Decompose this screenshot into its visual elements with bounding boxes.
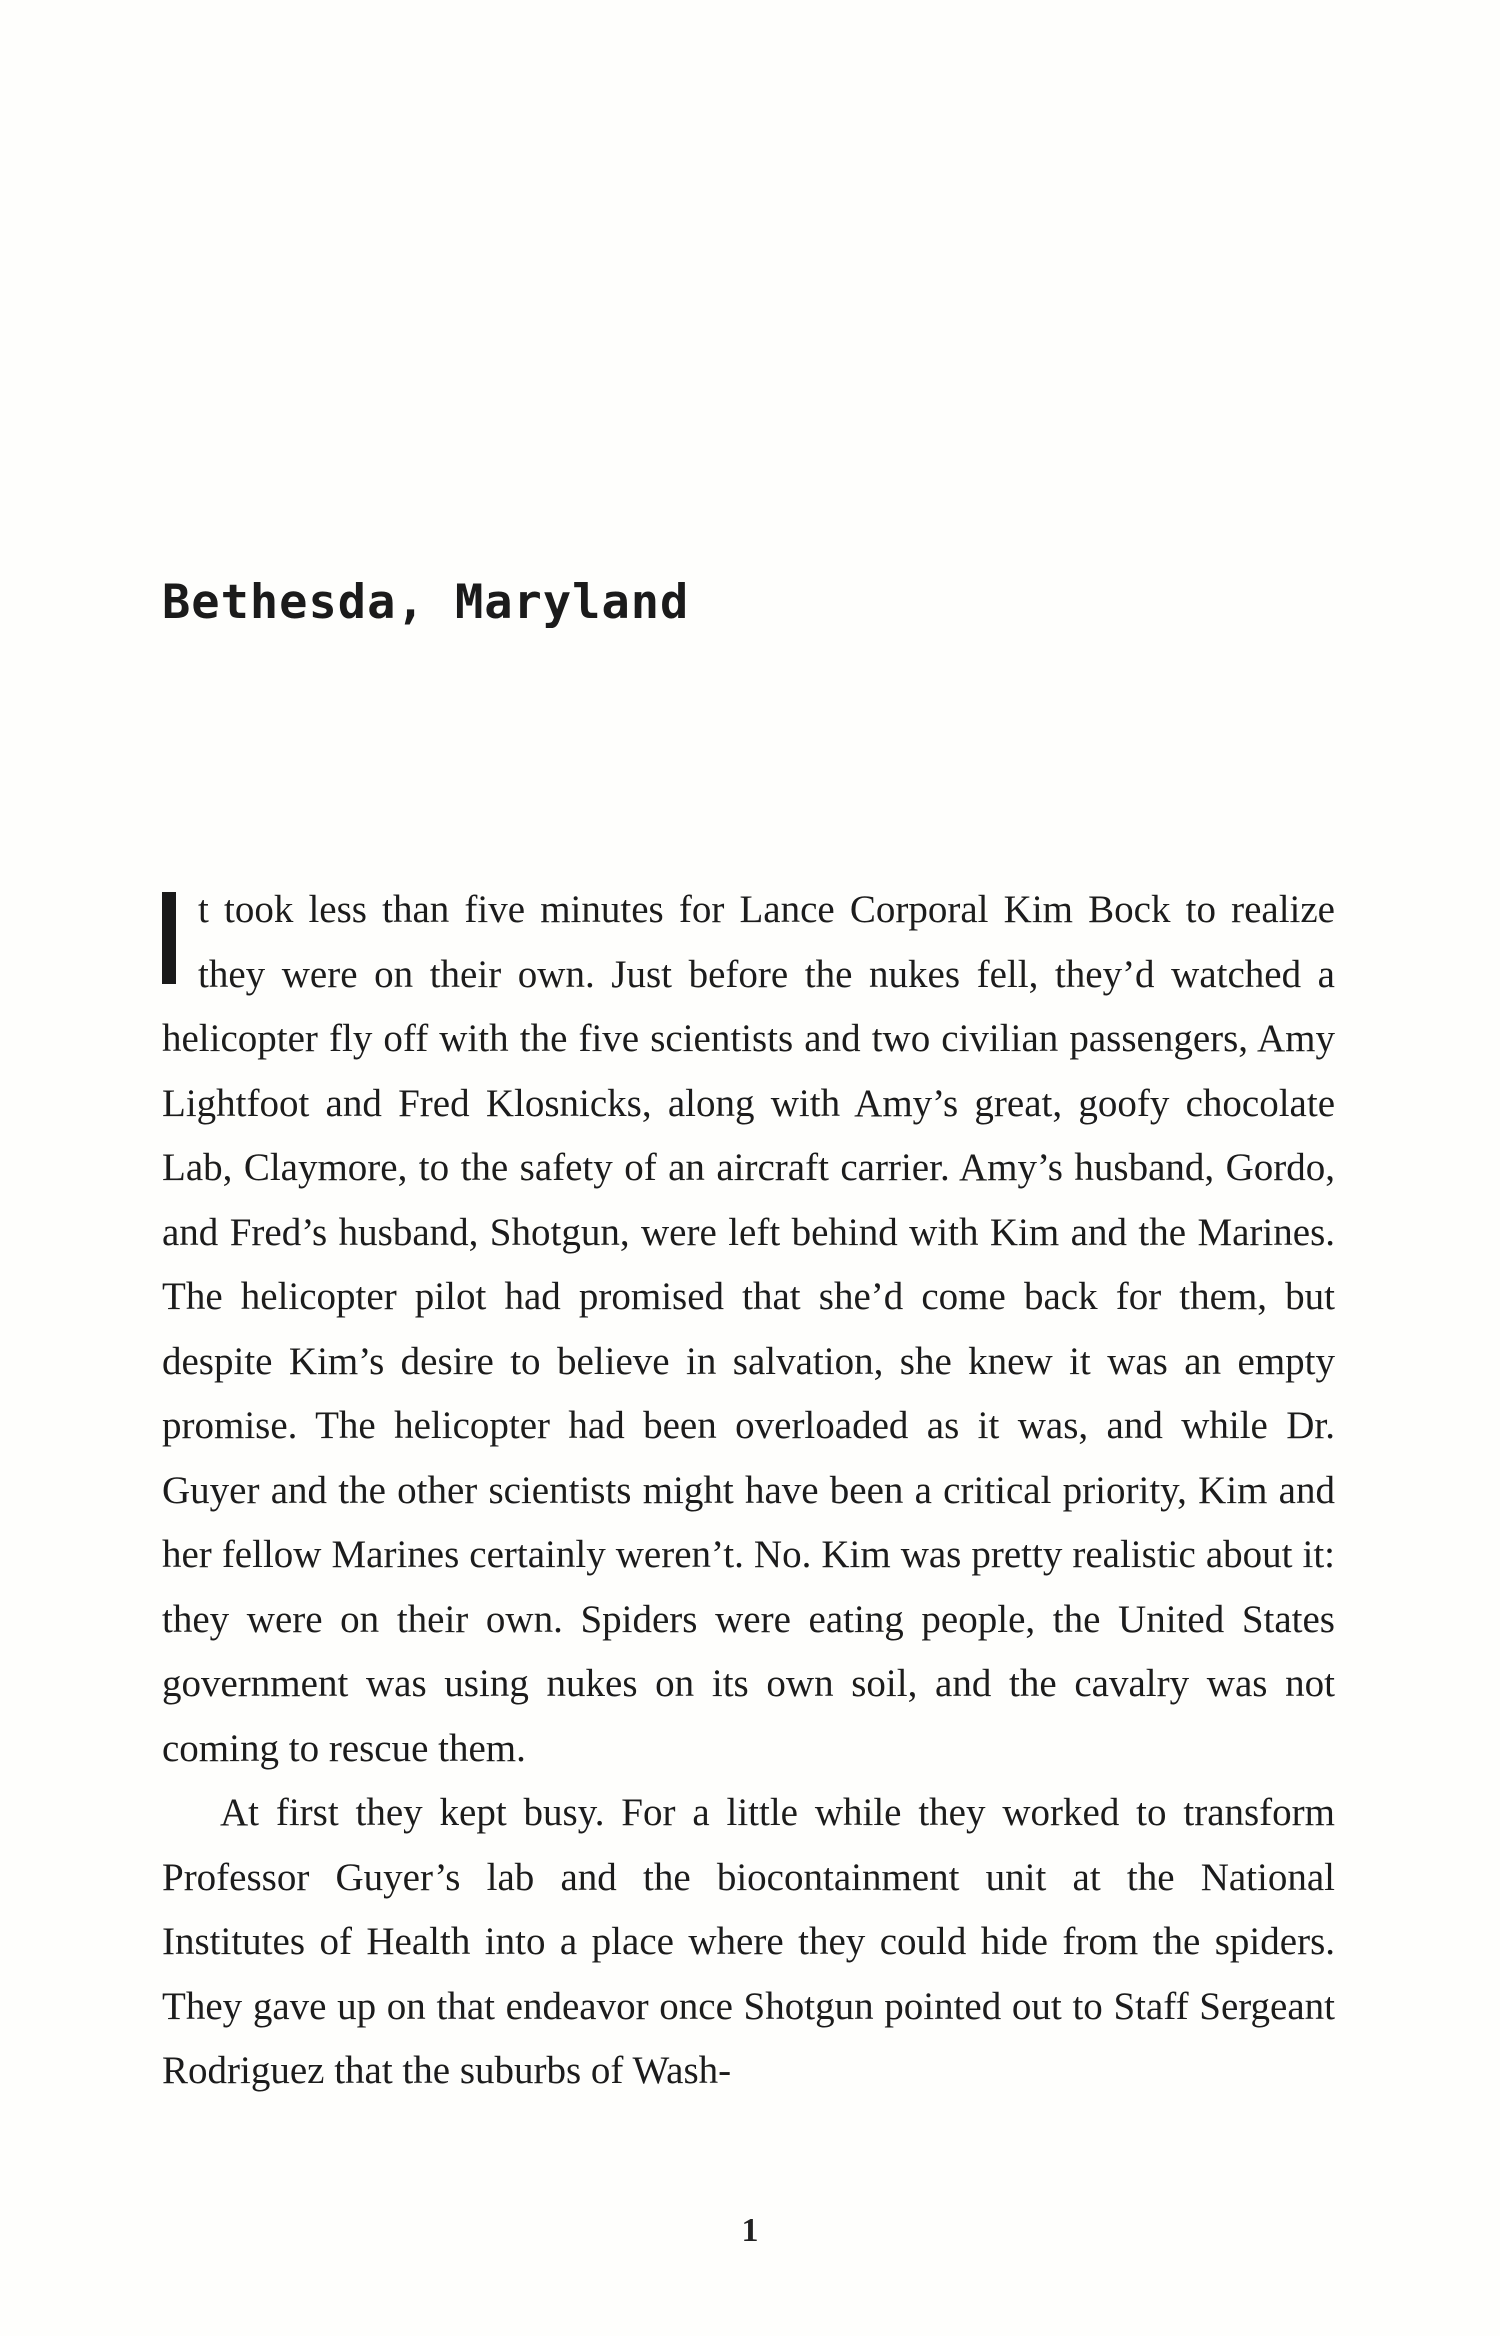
- body-text: [162, 878, 1335, 2104]
- paragraph-2: At first they kept busy. For a little while they worked to transform Professor Guyer’s lab and the biocontainment unit at the National Institutes of Health into a place where they could hide from the spiders. They gave up on that endeavor once Shotgun pointed out to Staff Sergeant Rodriguez that the suburbs of Wash-: [162, 1791, 1335, 2092]
- paragraph-1-text: t took less than five minutes for Lance Corporal Kim Bock to realize they were on their own. Just before the nukes fell, they’d watched a helicopter fly off with the five scientists and two civilian passengers, Amy Lightfoot and Fred Klosnicks, along with Amy’s great, goofy chocolate Lab, Claymore, to the safety of an aircraft carrier. Amy’s husband, Gordo, and Fred’s husband, Shotgun, were left behind with Kim and the Marines. The helicopter pilot had promised that she’d come back for them, but despite Kim’s desire to believe in salvation, she knew it was an empty promise. The helicopter had been overloaded as it was, and while Dr. Guyer and the other scientists might have been a critical priority, Kim and her fellow Marines certainly weren’t. No. Kim was pretty realistic about it: they were on their own. Spiders were eating people, the United States government was using nukes on its own soil, and the cavalry was not coming to rescue them.: [162, 888, 1335, 1770]
- chapter-heading: Bethesda, Maryland: [162, 575, 690, 630]
- paragraph-1: [162, 878, 1335, 1781]
- page-number: 1: [741, 2212, 759, 2249]
- drop-cap-letter-i: [162, 892, 176, 984]
